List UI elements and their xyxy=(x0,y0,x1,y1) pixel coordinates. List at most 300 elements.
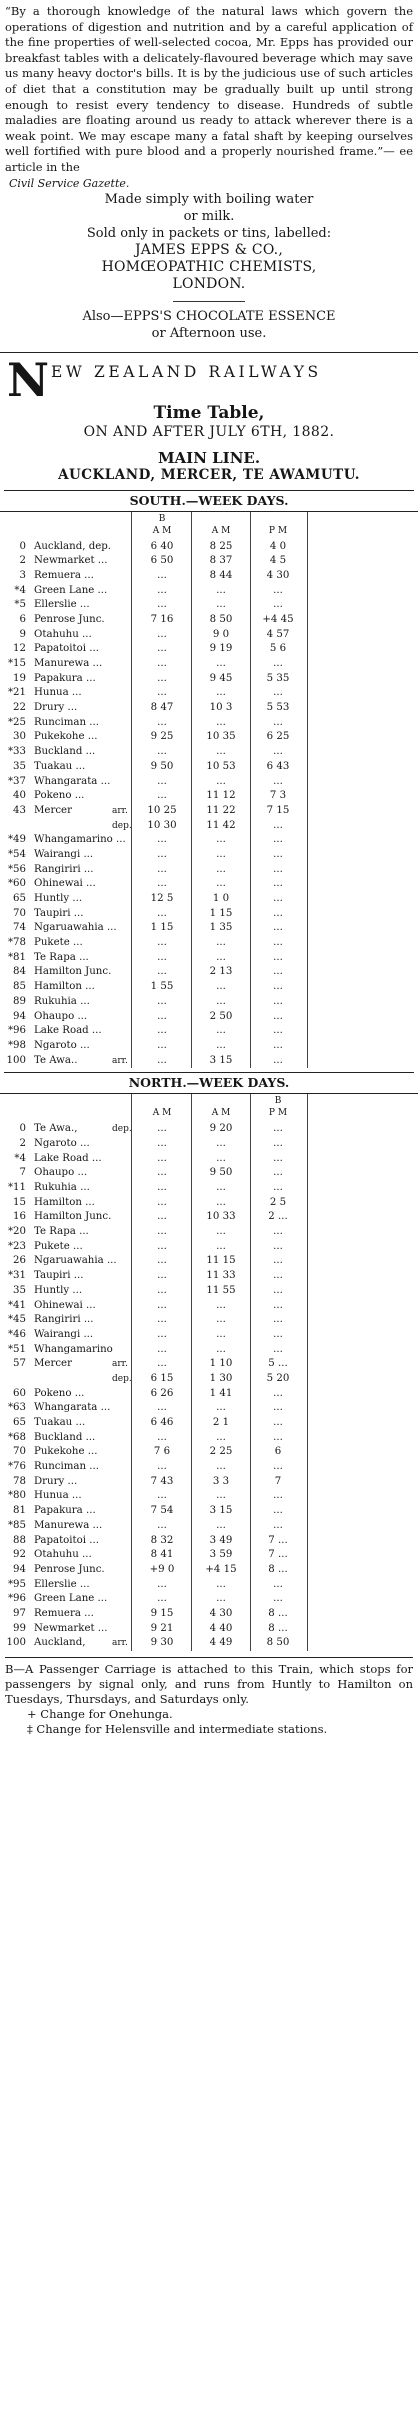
timetable-row xyxy=(4,1166,414,1181)
train-1-time-cell: ... xyxy=(157,1461,167,1473)
mileage-cell: 70 xyxy=(13,1446,26,1458)
station-cell: Remuera ... xyxy=(34,1607,94,1619)
train-2-time-cell: ... xyxy=(216,1519,226,1531)
advert-company: JAMES EPPS & CO., xyxy=(134,241,283,258)
section-divider xyxy=(0,352,418,353)
timetable-title: Time Table, xyxy=(153,402,265,423)
timetable-row xyxy=(4,1445,414,1460)
train-1-time-cell: 9 21 xyxy=(150,1622,174,1634)
station-cell: Papatoitoi ... xyxy=(34,643,99,655)
timetable-row xyxy=(4,789,414,804)
train-2-time-cell: ... xyxy=(216,1314,226,1326)
mileage-cell: *51 xyxy=(7,1343,26,1355)
station-cell: Te Awa., xyxy=(34,1123,78,1135)
mileage-cell: *76 xyxy=(7,1461,26,1473)
timetable-row xyxy=(4,672,414,687)
timetable-row xyxy=(4,686,414,701)
advert-also-line-2: or Afternoon use. xyxy=(151,325,267,341)
train-2-time-cell: 8 25 xyxy=(209,540,233,552)
train-1-time-cell: ... xyxy=(157,569,167,581)
train-2-time-cell: ... xyxy=(216,1490,226,1502)
train-2-time-cell: ... xyxy=(216,981,226,993)
arr-dep-cell: dep. xyxy=(112,820,132,831)
mileage-cell: 65 xyxy=(13,1417,26,1429)
train-1-time-cell: ... xyxy=(157,1240,167,1252)
timetable-row xyxy=(4,1010,414,1025)
arr-dep-cell: dep. xyxy=(112,1124,132,1135)
mileage-cell: *85 xyxy=(7,1519,26,1531)
train-1-time-cell: 8 47 xyxy=(150,702,174,714)
mileage-cell: 0 xyxy=(19,540,26,552)
train-1-time-cell: ... xyxy=(157,1328,167,1340)
station-cell: Wairangi ... xyxy=(34,1328,94,1340)
train-3-time-cell: ... xyxy=(273,1519,283,1531)
mileage-cell: 89 xyxy=(13,995,26,1007)
train-1-time-cell: ... xyxy=(157,584,167,596)
train-3-time-cell: ... xyxy=(273,995,283,1007)
train-1-time-cell: 8 41 xyxy=(150,1549,174,1561)
train-1-time-cell: 1 15 xyxy=(150,922,174,934)
train-1-time-cell: 7 16 xyxy=(150,613,174,625)
mileage-cell: *37 xyxy=(7,775,26,787)
train-1-time-cell: ... xyxy=(157,1490,167,1502)
train-3-time-cell: 8 ... xyxy=(268,1607,288,1619)
train-2-time-cell: ... xyxy=(216,1461,226,1473)
train-1-time-cell: ... xyxy=(157,1519,167,1531)
timetable-row xyxy=(4,701,414,716)
train-1-time-cell: ... xyxy=(157,1123,167,1135)
train-1-time-cell: 6 40 xyxy=(150,540,174,552)
advert-body: “By a thorough knowledge of the natural laws which govern the operations of digestion and nutrition and by a careful application of the fine properties of well-selected cocoa, Mr. Epps has provided our breakfast tables with a delicately-flavoured beverage which may save us many heavy doctor's bills. It is by the judicious use of such articles of diet that a constitution may be gradually built up until strong enough to resist every tendency to disease. Hundreds of subtle maladies are floating around us ready to attack wherever there is a weak point. We may escape many a fatal shaft by keeping ourselves well fortified with pure blood and a properly nourished frame.”— ee article in the xyxy=(5,4,413,174)
station-cell: Newmarket ... xyxy=(34,555,108,567)
train-2-time-cell: ... xyxy=(216,716,226,728)
train-2-time-cell: 11 33 xyxy=(206,1270,236,1282)
train-3-time-cell: ... xyxy=(273,775,283,787)
train-2-time-cell: ... xyxy=(216,687,226,699)
train-3-time-cell: 4 0 xyxy=(269,540,287,552)
timetable-row xyxy=(4,1137,414,1152)
train-1-time-cell: 6 50 xyxy=(150,555,174,567)
train-3-time-cell: 7 ... xyxy=(268,1534,288,1546)
mileage-cell: *60 xyxy=(7,878,26,890)
timetable-row xyxy=(4,921,414,936)
mileage-cell: 2 xyxy=(19,555,26,567)
south-column-headers xyxy=(4,512,414,540)
timetable-row xyxy=(4,1284,414,1299)
mileage-cell: 78 xyxy=(13,1475,26,1487)
train-1-time-cell: ... xyxy=(157,775,167,787)
train-3-time-cell: ... xyxy=(273,863,283,875)
timetable-row xyxy=(4,1504,414,1519)
mileage-cell: 12 xyxy=(13,643,26,655)
mileage-cell: 100 xyxy=(6,1637,26,1649)
drop-cap: N xyxy=(7,352,50,407)
train-1-time-cell: ... xyxy=(157,628,167,640)
train-3-time-cell: 6 25 xyxy=(266,731,290,743)
north-section-heading: NORTH.—WEEK DAYS. xyxy=(0,1073,418,1094)
timetable-row xyxy=(4,760,414,775)
train-2-time-cell: 11 42 xyxy=(206,819,236,831)
train-3-time-cell: ... xyxy=(273,1270,283,1282)
station-cell: Auckland, xyxy=(34,1637,86,1649)
train-1-time-cell: ... xyxy=(157,687,167,699)
timetable-row xyxy=(4,540,414,555)
train-2-time-cell: 1 30 xyxy=(209,1372,233,1384)
north-rows xyxy=(4,1122,414,1651)
station-cell: Papakura ... xyxy=(34,672,96,684)
timetable-row xyxy=(4,804,414,819)
timetable-row xyxy=(4,1475,414,1490)
station-cell: Pokeno ... xyxy=(34,1387,85,1399)
train-2-time-cell: 2 13 xyxy=(209,966,233,978)
mileage-cell: 0 xyxy=(19,1123,26,1135)
mileage-cell: 85 xyxy=(13,981,26,993)
station-cell: Penrose Junc. xyxy=(34,613,105,625)
train-2-time-cell: ... xyxy=(216,878,226,890)
mileage-cell: 40 xyxy=(13,790,26,802)
footnote-dagger: + Change for Onehunga. xyxy=(27,1707,173,1722)
timetable-row xyxy=(4,1519,414,1534)
train-1-time-cell: ... xyxy=(157,951,167,963)
train-3-time-cell: ... xyxy=(273,1578,283,1590)
timetable-row xyxy=(4,1039,414,1054)
timetable-row xyxy=(4,775,414,790)
train-1-time-cell: ... xyxy=(157,1299,167,1311)
train-1-time-cell: ... xyxy=(157,1167,167,1179)
advert-city: LONDON. xyxy=(172,275,246,292)
train-1-time-cell: ... xyxy=(157,863,167,875)
station-cell: Rangiriri ... xyxy=(34,1314,94,1326)
train-1-time-cell: ... xyxy=(157,878,167,890)
train-1-time-cell: 6 26 xyxy=(150,1387,174,1399)
mileage-cell: 26 xyxy=(13,1255,26,1267)
train-1-time-cell: ... xyxy=(157,599,167,611)
mileage-cell: *46 xyxy=(7,1328,26,1340)
train-1-time-cell: ... xyxy=(157,1196,167,1208)
train-2-time-cell: 1 0 xyxy=(212,893,230,905)
station-cell: Manurewa ... xyxy=(34,658,103,670)
mileage-cell: 81 xyxy=(13,1505,26,1517)
epps-cocoa-advert xyxy=(0,0,418,342)
train-3-time-cell: ... xyxy=(273,1152,283,1164)
station-cell: Pukekohe ... xyxy=(34,1446,98,1458)
mileage-cell: 15 xyxy=(13,1196,26,1208)
timetable-row xyxy=(4,848,414,863)
mileage-cell: 94 xyxy=(13,1010,26,1022)
train-1-time-cell: 9 50 xyxy=(150,760,174,772)
train-1-time-cell: ... xyxy=(157,1314,167,1326)
train-2-time-cell: ... xyxy=(216,599,226,611)
mileage-cell: 97 xyxy=(13,1607,26,1619)
station-cell: Te Awa.. xyxy=(34,1054,78,1066)
mileage-cell: 88 xyxy=(13,1534,26,1546)
timetable-row xyxy=(4,907,414,922)
timetable-row xyxy=(4,1225,414,1240)
train-3-time-cell: ... xyxy=(273,848,283,860)
mileage-cell: 70 xyxy=(13,907,26,919)
mileage-cell: *81 xyxy=(7,951,26,963)
mileage-cell: 99 xyxy=(13,1622,26,1634)
north-train-1-header: A M xyxy=(152,1108,172,1119)
train-3-time-cell: ... xyxy=(273,1505,283,1517)
train-3-time-cell: 8 50 xyxy=(266,1637,290,1649)
train-2-time-cell: ... xyxy=(216,1402,226,1414)
train-2-time-cell: ... xyxy=(216,1343,226,1355)
train-3-time-cell: ... xyxy=(273,1461,283,1473)
mileage-cell: *25 xyxy=(7,716,26,728)
train-3-time-cell: 6 43 xyxy=(266,760,290,772)
train-2-time-cell: ... xyxy=(216,834,226,846)
train-2-time-cell: ... xyxy=(216,746,226,758)
station-cell: Taupiri ... xyxy=(34,907,84,919)
timetable-row xyxy=(4,642,414,657)
station-cell: Hunua ... xyxy=(34,687,82,699)
timetable-row xyxy=(4,1622,414,1637)
mileage-cell: 6 xyxy=(19,613,26,625)
station-cell: Wairangi ... xyxy=(34,848,94,860)
timetable-row xyxy=(4,1563,414,1578)
train-3-time-cell: ... xyxy=(273,1314,283,1326)
north-train-3-header: P M xyxy=(268,1108,288,1119)
train-3-time-cell: ... xyxy=(273,1039,283,1051)
train-2-time-cell: 3 59 xyxy=(209,1549,233,1561)
train-3-time-cell: ... xyxy=(273,907,283,919)
train-2-time-cell: ... xyxy=(216,848,226,860)
advert-made-line-2: or milk. xyxy=(183,208,235,224)
mileage-cell: *96 xyxy=(7,1593,26,1605)
station-cell: Whangarata ... xyxy=(34,775,111,787)
train-3-time-cell: ... xyxy=(273,819,283,831)
train-3-time-cell: ... xyxy=(273,1167,283,1179)
station-cell: Pukete ... xyxy=(34,1240,83,1252)
train-1-time-cell: ... xyxy=(157,1054,167,1066)
mileage-cell: *4 xyxy=(14,1152,26,1164)
train-1-time-cell: ... xyxy=(157,1255,167,1267)
mileage-cell: 92 xyxy=(13,1549,26,1561)
station-cell: Manurewa ... xyxy=(34,1519,103,1531)
timetable-row xyxy=(4,1024,414,1039)
train-3-time-cell: ... xyxy=(273,981,283,993)
main-line-title: MAIN LINE. xyxy=(157,448,261,467)
train-3-time-cell: ... xyxy=(273,1431,283,1443)
mileage-cell: 9 xyxy=(19,628,26,640)
train-3-time-cell: 7 3 xyxy=(269,790,287,802)
mileage-cell: 57 xyxy=(13,1358,26,1370)
station-cell: Rukuhia ... xyxy=(34,995,90,1007)
mileage-cell: *45 xyxy=(7,1314,26,1326)
station-cell: Lake Road ... xyxy=(34,1025,102,1037)
train-3-time-cell: 5 53 xyxy=(266,702,290,714)
mileage-cell: *11 xyxy=(7,1182,26,1194)
north-train-3-mark: B xyxy=(274,1096,282,1107)
timetable-row xyxy=(4,1328,414,1343)
train-2-time-cell: 11 55 xyxy=(206,1284,236,1296)
train-2-time-cell: 4 40 xyxy=(209,1622,233,1634)
train-3-time-cell: 7 xyxy=(274,1475,282,1487)
train-2-time-cell: 2 50 xyxy=(209,1010,233,1022)
train-2-time-cell: 11 12 xyxy=(206,790,236,802)
train-2-time-cell: ... xyxy=(216,937,226,949)
mileage-cell: 60 xyxy=(13,1387,26,1399)
train-2-time-cell: ... xyxy=(216,1137,226,1149)
train-3-time-cell: ... xyxy=(273,878,283,890)
train-3-time-cell: 5 35 xyxy=(266,672,290,684)
train-3-time-cell: ... xyxy=(273,716,283,728)
train-1-time-cell: ... xyxy=(157,1402,167,1414)
train-1-time-cell: +9 0 xyxy=(149,1563,175,1575)
train-3-time-cell: ... xyxy=(273,834,283,846)
mileage-cell: 94 xyxy=(13,1563,26,1575)
timetable-row xyxy=(4,1534,414,1549)
train-1-time-cell: 6 46 xyxy=(150,1417,174,1429)
station-cell: Mercer xyxy=(34,1358,72,1370)
station-cell: Ohinewai ... xyxy=(34,1299,96,1311)
timetable-row xyxy=(4,1299,414,1314)
station-cell: Hamilton ... xyxy=(34,981,95,993)
train-2-time-cell: ... xyxy=(216,1328,226,1340)
train-3-time-cell: ... xyxy=(273,1010,283,1022)
station-cell: Pokeno ... xyxy=(34,790,85,802)
timetable-row xyxy=(4,1269,414,1284)
footnote-double-dagger: ‡ Change for Helensville and intermediate stations. xyxy=(27,1722,328,1737)
timetable-row xyxy=(4,965,414,980)
train-1-time-cell: 9 25 xyxy=(150,731,174,743)
train-3-time-cell: ... xyxy=(273,937,283,949)
mileage-cell: 35 xyxy=(13,760,26,772)
station-cell: Mercer xyxy=(34,804,72,816)
train-2-time-cell: ... xyxy=(216,1152,226,1164)
station-cell: Rukuhia ... xyxy=(34,1182,90,1194)
timetable-row xyxy=(4,1548,414,1563)
station-cell: Auckland, dep. xyxy=(34,540,111,552)
timetable-row xyxy=(4,1636,414,1651)
train-3-time-cell: ... xyxy=(273,1255,283,1267)
timetable-row xyxy=(4,1460,414,1475)
timetable-row xyxy=(4,657,414,672)
train-3-time-cell: ... xyxy=(273,1054,283,1066)
station-cell: Te Rapa ... xyxy=(34,951,89,963)
mileage-cell: *31 xyxy=(7,1270,26,1282)
station-cell: Te Rapa ... xyxy=(34,1226,89,1238)
station-cell: Drury ... xyxy=(34,702,78,714)
train-2-time-cell: 1 10 xyxy=(209,1358,233,1370)
train-1-time-cell: ... xyxy=(157,1211,167,1223)
train-3-time-cell: ... xyxy=(273,1593,283,1605)
station-cell: Pukete ... xyxy=(34,937,83,949)
south-train-1-mark: B xyxy=(158,513,166,524)
train-1-time-cell: ... xyxy=(157,1182,167,1194)
train-3-time-cell: ... xyxy=(273,1284,283,1296)
mileage-cell: *56 xyxy=(7,863,26,875)
train-3-time-cell: ... xyxy=(273,1343,283,1355)
station-cell: Whangarata ... xyxy=(34,1402,111,1414)
station-cell: Green Lane ... xyxy=(34,1593,108,1605)
train-3-time-cell: ... xyxy=(273,1240,283,1252)
timetable-row xyxy=(4,833,414,848)
timetable-row xyxy=(4,730,414,745)
mileage-cell: *98 xyxy=(7,1039,26,1051)
train-1-time-cell: 6 15 xyxy=(150,1372,174,1384)
train-1-time-cell: ... xyxy=(157,746,167,758)
arr-dep-cell: arr. xyxy=(112,1055,128,1066)
train-1-time-cell: ... xyxy=(157,907,167,919)
train-2-time-cell: ... xyxy=(216,1299,226,1311)
train-2-time-cell: +4 15 xyxy=(205,1563,237,1575)
train-3-time-cell: ... xyxy=(273,599,283,611)
train-2-time-cell: 2 1 xyxy=(212,1417,230,1429)
train-2-time-cell: 9 19 xyxy=(209,643,233,655)
arr-dep-cell: dep. xyxy=(112,1373,132,1384)
mileage-cell: 19 xyxy=(13,672,26,684)
train-2-time-cell: ... xyxy=(216,1431,226,1443)
train-1-time-cell: 1 55 xyxy=(150,981,174,993)
timetable-row xyxy=(4,1607,414,1622)
train-2-time-cell: 1 35 xyxy=(209,922,233,934)
station-cell: Huntly ... xyxy=(34,893,83,905)
station-cell: Ngaroto ... xyxy=(34,1137,90,1149)
train-3-time-cell: ... xyxy=(273,893,283,905)
train-1-time-cell: ... xyxy=(157,1010,167,1022)
mileage-cell: *63 xyxy=(7,1402,26,1414)
train-1-time-cell: ... xyxy=(157,672,167,684)
train-2-time-cell: ... xyxy=(216,1182,226,1194)
mileage-cell: *96 xyxy=(7,1025,26,1037)
train-2-time-cell: 9 50 xyxy=(209,1167,233,1179)
train-3-time-cell: ... xyxy=(273,1387,283,1399)
north-timetable xyxy=(4,1094,414,1651)
timetable-row xyxy=(4,1357,414,1372)
footnote-b: B—A Passenger Carriage is attached to this Train, which stops for passengers by signal only, and runs from Huntly to Hamilton on Tuesdays, Thursdays, and Saturdays only. xyxy=(5,1662,413,1707)
timetable-row xyxy=(4,1387,414,1402)
mileage-cell: 74 xyxy=(13,922,26,934)
timetable-row xyxy=(4,892,414,907)
timetable-row xyxy=(4,1372,414,1387)
station-cell: Huntly ... xyxy=(34,1284,83,1296)
train-3-time-cell: 8 ... xyxy=(268,1563,288,1575)
train-1-time-cell: ... xyxy=(157,790,167,802)
arr-dep-cell: arr. xyxy=(112,1638,128,1649)
mileage-cell: 100 xyxy=(6,1054,26,1066)
timetable-row xyxy=(4,951,414,966)
station-cell: Penrose Junc. xyxy=(34,1563,105,1575)
timetable-row xyxy=(4,613,414,628)
train-1-time-cell: ... xyxy=(157,1025,167,1037)
train-1-time-cell: ... xyxy=(157,643,167,655)
train-1-time-cell: 8 32 xyxy=(150,1534,174,1546)
station-cell: Green Lane ... xyxy=(34,584,108,596)
train-3-time-cell: ... xyxy=(273,658,283,670)
station-cell: Lake Road ... xyxy=(34,1152,102,1164)
station-cell: Ngaroto ... xyxy=(34,1039,90,1051)
timetable-row xyxy=(4,584,414,599)
station-cell: Tuakau ... xyxy=(34,760,86,772)
timetable-row xyxy=(4,745,414,760)
train-1-time-cell: ... xyxy=(157,1578,167,1590)
train-2-time-cell: 4 49 xyxy=(209,1637,233,1649)
timetable-row xyxy=(4,1343,414,1358)
train-2-time-cell: ... xyxy=(216,1578,226,1590)
timetable-row xyxy=(4,936,414,951)
train-2-time-cell: 1 15 xyxy=(209,907,233,919)
timetable-row xyxy=(4,1181,414,1196)
train-3-time-cell: 5 ... xyxy=(268,1358,288,1370)
train-1-time-cell: ... xyxy=(157,716,167,728)
station-cell: Pukekohe ... xyxy=(34,731,98,743)
mileage-cell: *80 xyxy=(7,1490,26,1502)
train-3-time-cell: 6 xyxy=(274,1446,282,1458)
train-2-time-cell: ... xyxy=(216,951,226,963)
train-2-time-cell: 10 53 xyxy=(206,760,236,772)
